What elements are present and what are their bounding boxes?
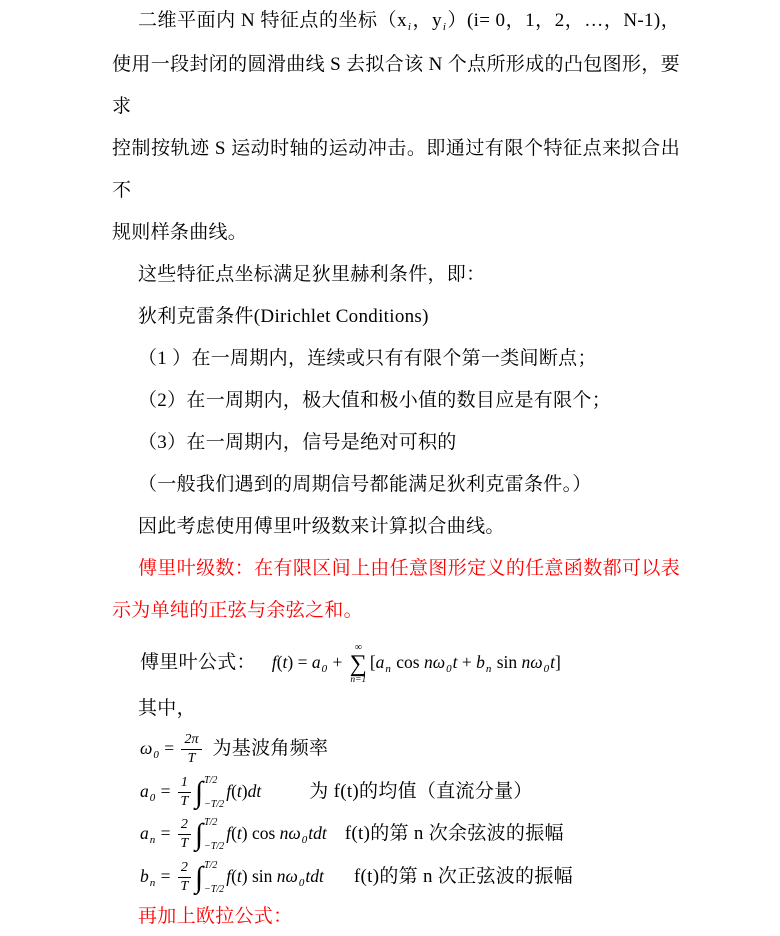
subscript: n [149,834,156,846]
math-text-run: f [226,781,232,801]
integral-limits [204,818,224,852]
math-text-run: a [311,652,321,672]
cjk-text-run: 二维平面内 N 特征点的坐标（x [138,10,407,31]
math-text-run: ( [231,823,237,843]
subscript: n [385,663,391,675]
subscript: 0 [149,792,156,804]
bn-formula [112,854,680,898]
integral-lower-limit: −T/2 [204,883,225,895]
paragraph-condition-2: （2）在一周期内，极大值和极小值的数目应是有限个； [138,390,612,411]
cjk-text-run: 为基波角频率 [212,738,329,759]
integral-lower-limit: −T/2 [204,840,225,852]
math-text-run: cos [391,652,424,672]
math-text-run: nω [279,823,301,843]
integral [195,861,224,895]
integral-upper-limit: T/2 [204,816,218,828]
math-text-run: dt [247,781,262,801]
math-text-run: = [156,866,175,886]
cjk-text-run: ）(i= 0，1，2，…，N-1)， [447,10,680,31]
fourier-series-formula [112,632,680,692]
text-body [112,0,680,936]
math-text-run: b [476,652,485,672]
fraction-numerator: 1 [178,775,191,793]
spacer [205,749,213,750]
math-text-run: t [452,652,458,672]
subscript: n [149,877,156,889]
fraction-numerator: 2 [178,817,191,835]
paragraph-dirichlet-intro: 这些特征点坐标满足狄里赫利条件，即： [138,264,486,285]
subscript: 0 [298,877,305,889]
math-text-run: sin [492,652,522,672]
integral [195,818,224,852]
math-text-run: ] [555,652,561,672]
an-formula [112,812,680,854]
paragraph-euler-intro: 再加上欧拉公式： [138,906,293,927]
subscript: i [407,21,412,33]
math-text-run: t [282,652,288,672]
fraction-numerator: 2π [181,732,201,750]
integral-limits [204,776,224,810]
cjk-text-run: ，y [412,10,442,31]
math-text-run: = [156,823,175,843]
fraction [181,732,201,767]
math-text-run: t [236,866,242,886]
paragraph-conclusion: 因此考虑使用傅里叶级数来计算拟合曲线。 [138,516,505,537]
math-text-run: ( [231,866,237,886]
spacer [256,663,272,664]
paragraph-fourier-def-line-1: 傅里叶级数：在有限区间上由任意图形定义的任意函数都可以表 [138,558,680,579]
math-text-run: [ [369,652,376,672]
paragraph-intro-line-3: 控制按轨迹 S 运动时轴的运动冲击。即通过有限个特征点来拟合出不 [112,138,680,201]
integral-upper-limit: T/2 [204,774,218,786]
paragraph-where: 其中， [138,698,196,719]
math-text-run: f [271,652,277,672]
integral-sign-icon: ∫ [194,817,204,851]
subscript: 0 [446,663,452,675]
math-text-run: nω [276,866,298,886]
subscript: 0 [301,834,308,846]
math-text-run: ) [241,781,248,801]
integral-limits [204,861,224,895]
math-text-run: = [156,781,175,801]
summation [350,643,367,685]
math-text-run: ) cos [241,823,280,843]
summation-lower-limit: n=1 [350,674,367,685]
math-text-run: b [140,866,149,886]
cjk-text-run: f(t)的第 n 次余弦波的振幅 [344,823,564,844]
math-text-run: ( [276,652,283,672]
paragraph-intro-line-4: 规则样条曲线。 [112,222,248,243]
math-text-run: tdt [305,866,324,886]
fraction-denominator: T [180,836,189,852]
summation-sign-icon: ∑ [349,650,367,677]
integral [195,776,224,810]
fraction [178,860,191,895]
integral-lower-limit: −T/2 [204,798,225,810]
subscript: 0 [543,663,550,675]
spacer [261,792,309,793]
integral-sign-icon: ∫ [194,775,204,809]
math-text-run: f [226,866,232,886]
paragraph-intro-line-2: 使用一段封闭的圆滑曲线 S 去拟合该 N 个点所形成的凸包图形，要求 [112,54,680,117]
math-text-run: t [236,823,242,843]
fraction [178,817,191,852]
math-text-run: ) sin [241,866,277,886]
fraction-denominator: T [187,751,196,767]
math-text-run: a [140,823,149,843]
a0-formula [112,770,680,812]
fraction-denominator: T [180,879,189,895]
spacer [327,834,345,835]
math-text-run: nω [521,652,543,672]
subscript: 0 [153,749,159,761]
paragraph-condition-1: （1 ）在一周期内，连续或只有有限个第一类间断点； [138,348,597,369]
math-text-run: + [328,652,347,672]
integral-sign-icon: ∫ [194,860,204,894]
paragraph-condition-note: （一般我们遇到的周期信号都能满足狄利克雷条件。） [138,474,592,495]
fraction [178,775,191,810]
math-text-run: ω [140,738,153,758]
omega0-formula [112,726,680,770]
math-text-run: = [159,738,179,758]
paragraph-condition-3: （3）在一周期内，信号是绝对可积的 [138,432,457,453]
subscript: i [442,21,447,33]
paragraph-fourier-def-line-2: 示为单纯的正弦与余弦之和。 [112,600,363,621]
cjk-text-run: 为 f(t)的均值（直流分量） [309,781,533,802]
math-text-run: t [236,781,242,801]
math-text-run: ) = [287,652,312,672]
fraction-numerator: 2 [178,860,191,878]
math-text-run: nω [423,652,446,672]
math-text-run: a [375,652,385,672]
paragraph-dirichlet-heading: 狄利克雷条件(Dirichlet Conditions) [138,306,429,327]
summation-upper-limit: ∞ [354,641,362,653]
subscript: n [485,663,492,675]
integral-upper-limit: T/2 [204,859,218,871]
math-text-run: a [140,781,149,801]
math-text-run: + [457,652,477,672]
subscript: 0 [321,663,328,675]
paragraph-intro-line-1 [112,0,680,44]
fraction-denominator: T [180,794,189,810]
spacer [324,877,354,878]
cjk-text-run: f(t)的第 n 次正弦波的振幅 [353,866,573,887]
cjk-text-run: 傅里叶公式： [140,652,256,673]
math-text-run: tdt [308,823,327,843]
math-text-run: t [550,652,556,672]
math-text-run: ( [231,781,237,801]
math-text-run: f [226,823,232,843]
